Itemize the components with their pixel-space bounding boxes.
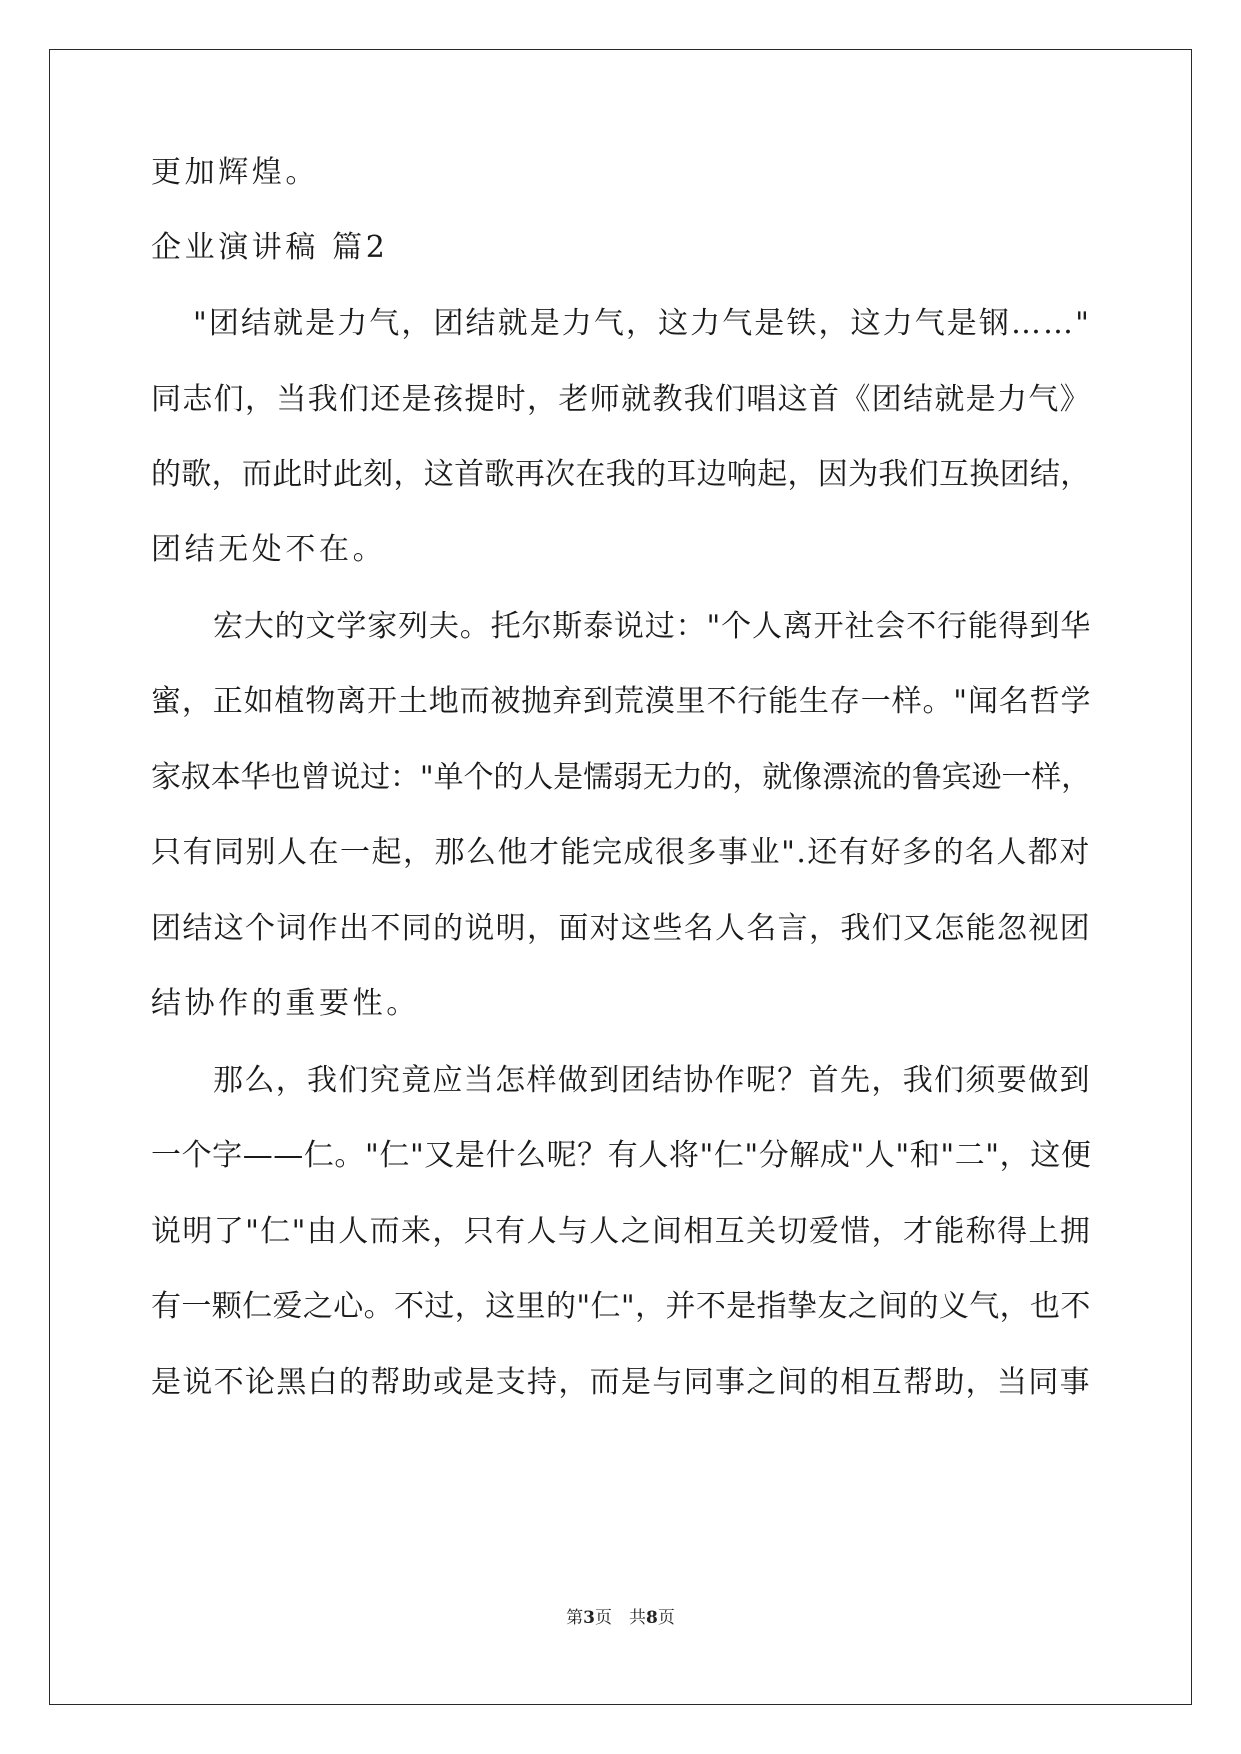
text-line: 团结无处不在。 xyxy=(151,532,387,567)
text-line: 家叔本华也曾说过："单个的人是懦弱无力的，就像漂流的鲁宾逊一样， xyxy=(151,760,1091,795)
text-line: 宏大的文学家列夫。托尔斯泰说过："个人离开社会不行能得到华 xyxy=(213,609,1092,644)
text-line: 是说不论黑白的帮助或是支持，而是与同事之间的相互帮助，当同事 xyxy=(151,1365,1091,1400)
text-line: 有一颗仁爱之心。不过，这里的"仁"，并不是指挚友之间的义气，也不 xyxy=(151,1289,1091,1324)
text-line: 更加辉煌。 xyxy=(151,155,319,190)
page-footer xyxy=(0,1606,1241,1630)
page-label-suffix: 页 xyxy=(657,1608,675,1628)
page-label-mid: 页 共 xyxy=(595,1608,646,1628)
section-heading: 企业演讲稿 篇2 xyxy=(151,230,389,265)
text-line: 结协作的重要性。 xyxy=(151,986,420,1021)
text-line: 蜜，正如植物离开土地而被抛弃到荒漠里不行能生存一样。"闻名哲学 xyxy=(151,684,1092,719)
text-line: 同志们，当我们还是孩提时，老师就教我们唱这首《团结就是力气》 xyxy=(151,382,1091,417)
text-line: 的歌，而此时此刻，这首歌再次在我的耳边响起，因为我们互换团结， xyxy=(151,457,1091,492)
text-line: "团结就是力气，团结就是力气，这力气是铁，这力气是钢……" xyxy=(193,306,1091,341)
text-line: 团结这个词作出不同的说明，面对这些名人名言，我们又怎能忽视团 xyxy=(151,911,1091,946)
text-line: 一个字——仁。"仁"又是什么呢？有人将"仁"分解成"人"和"二"，这便 xyxy=(151,1138,1092,1173)
text-line: 那么，我们究竟应当怎样做到团结协作呢？首先，我们须要做到 xyxy=(213,1063,1091,1098)
text-line: 说明了"仁"由人而来，只有人与人之间相互关切爱惜，才能称得上拥 xyxy=(151,1214,1092,1249)
current-page-number: 3 xyxy=(583,1608,595,1628)
total-page-number: 8 xyxy=(646,1608,658,1628)
page-border xyxy=(49,49,1192,1705)
page-label-prefix: 第 xyxy=(566,1608,584,1628)
text-line: 只有同别人在一起，那么他才能完成很多事业".还有好多的名人都对 xyxy=(151,835,1091,870)
